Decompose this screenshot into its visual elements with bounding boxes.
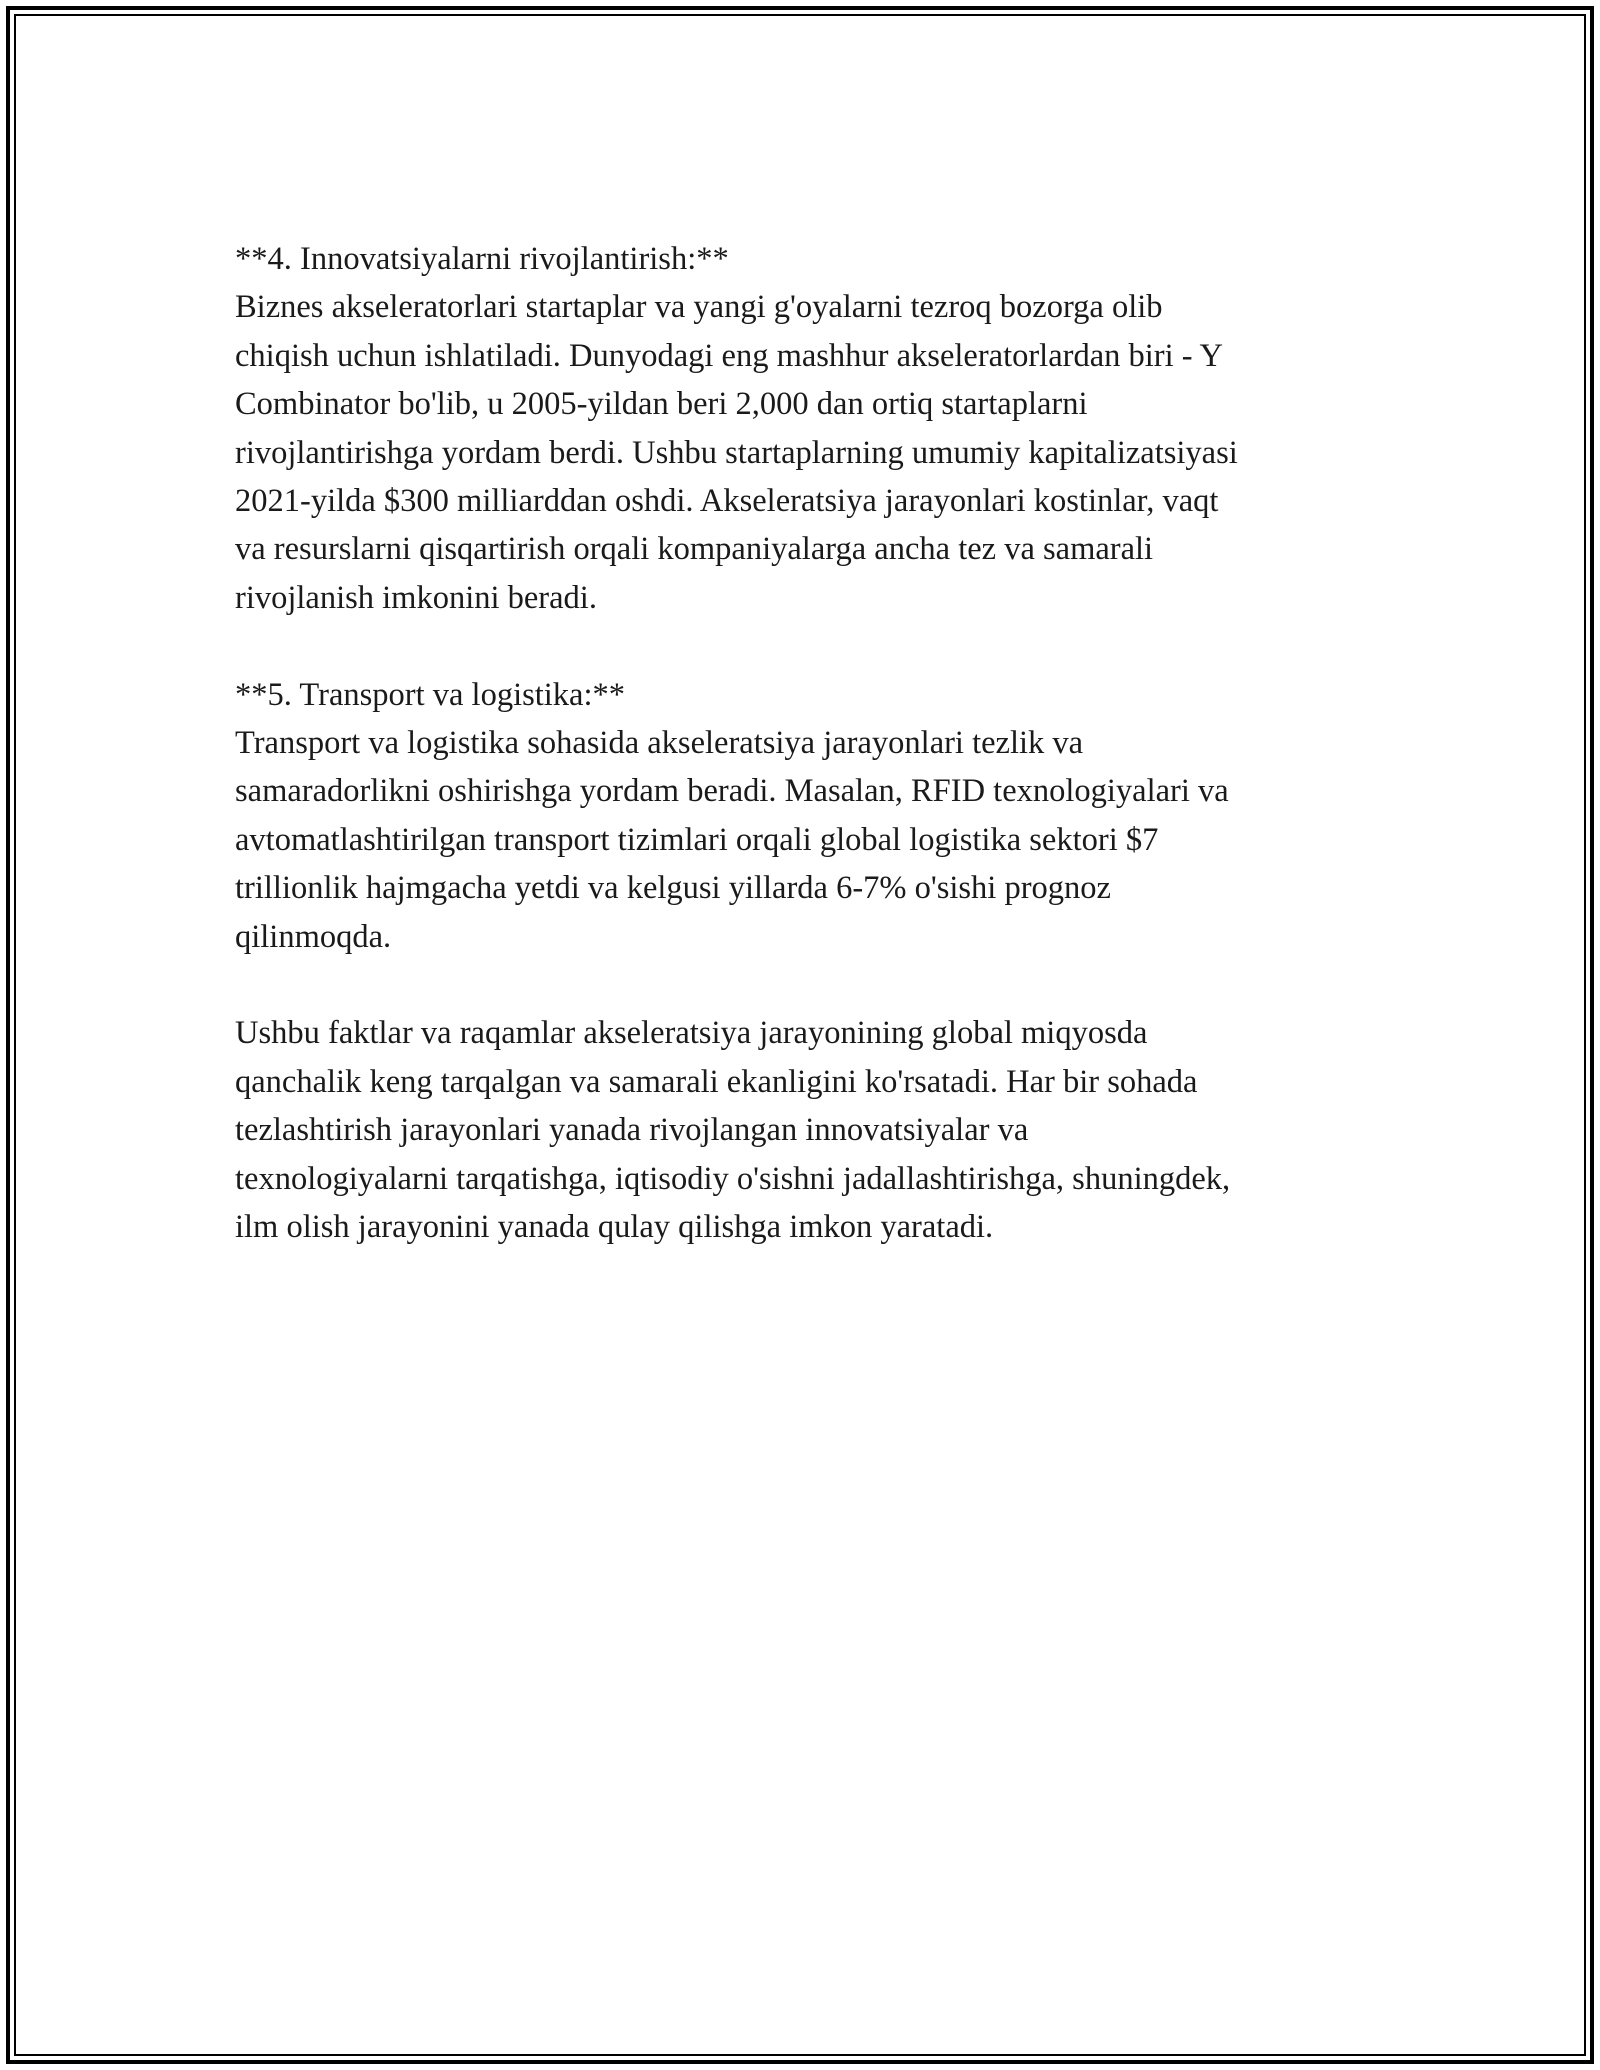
section-heading: **4. Innovatsiyalarni rivojlantirish:** — [235, 241, 729, 277]
paragraph-line: Ushbu faktlar va raqamlar akseleratsiya jarayonining global miqyosda — [235, 1015, 1148, 1052]
paragraph-line: tezlashtirish jarayonlari yanada rivojlangan innovatsiyalar va — [235, 1112, 1029, 1149]
paragraph-line: rivojlanish imkonini beradi. — [235, 579, 597, 616]
paragraph-line: 2021-yilda $300 milliarddan oshdi. Akseleratsiya jarayonlari kostinlar, vaqt — [235, 483, 1219, 520]
paragraph-line: chiqish uchun ishlatiladi. Dunyodagi eng mashhur akseleratorlardan biri - Y — [235, 337, 1223, 374]
section-innovations — [235, 235, 1405, 622]
paragraph-line: texnologiyalarni tarqatishga, iqtisodiy o'sishni jadallashtirishga, shuningdek, — [235, 1160, 1231, 1197]
document-body — [235, 235, 1405, 1252]
paragraph-line: trillionlik hajmgacha yetdi va kelgusi yillarda 6-7% o'sishi prognoz — [235, 870, 1111, 907]
paragraph-line: Biznes akseleratorlari startaplar va yangi g'oyalarni tezroq bozorga olib — [235, 289, 1163, 326]
paragraph-line: ilm olish jarayonini yanada qulay qilishga imkon yaratadi. — [235, 1209, 994, 1246]
section-transport-logistics — [235, 671, 1405, 961]
section-conclusion — [235, 1009, 1405, 1251]
paragraph-line: Transport va logistika sohasida akseleratsiya jarayonlari tezlik va — [235, 725, 1084, 762]
paragraph-line: qanchalik keng tarqalgan va samarali ekanligini ko'rsatadi. Har bir sohada — [235, 1063, 1198, 1100]
paragraph-line: samaradorlikni oshirishga yordam beradi. Masalan, RFID texnologiyalari va — [235, 773, 1229, 810]
paragraph-line: va resurslarni qisqartirish orqali kompaniyalarga ancha tez va samarali — [235, 531, 1154, 568]
paragraph-line: Combinator bo'lib, u 2005-yildan beri 2,000 dan ortiq startaplarni — [235, 386, 1088, 423]
paragraph-line: rivojlantirishga yordam berdi. Ushbu startaplarning umumiy kapitalizatsiyasi — [235, 434, 1238, 471]
paragraph-line: avtomatlashtirilgan transport tizimlari orqali global logistika sektori $7 — [235, 821, 1159, 858]
section-heading: **5. Transport va logistika:** — [235, 676, 626, 713]
paragraph-line: qilinmoqda. — [235, 918, 392, 955]
